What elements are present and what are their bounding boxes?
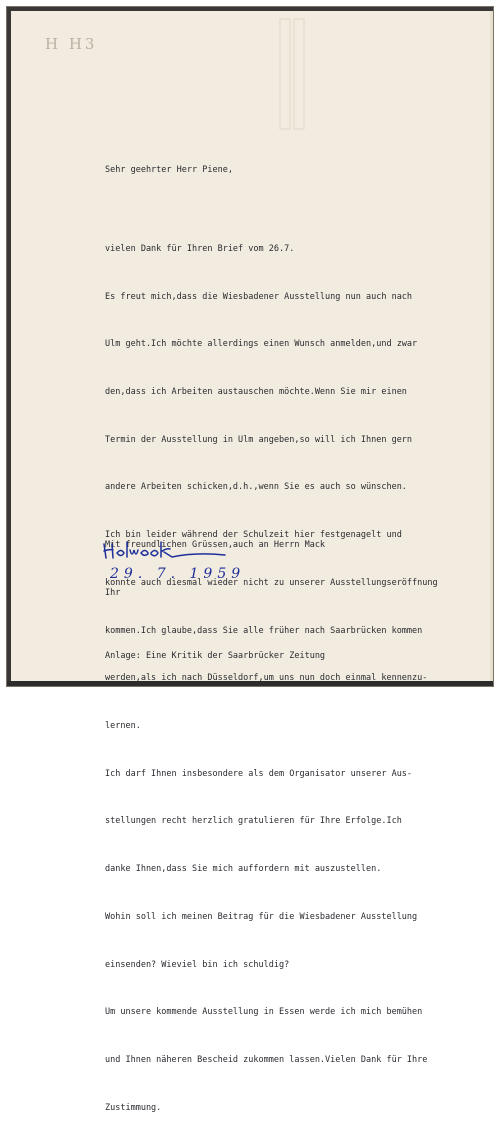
body-line: Zustimmung. xyxy=(105,1102,162,1113)
body-line: Ich bin leider während der Schulzeit hier festgenagelt und xyxy=(105,530,402,541)
body-line: Um unsere kommende Ausstellung in Essen werde ich mich bemühen xyxy=(105,1007,423,1018)
body-line: werden,als ich nach Düsseldorf,um uns nun doch einmal kennenzu- xyxy=(105,673,428,684)
body-line: andere Arbeiten schicken,d.h.,wenn Sie es auch so wünschen. xyxy=(105,482,407,493)
body-line: und Ihnen näheren Bescheid zukommen lassen.Vielen Dank für Ihre xyxy=(105,1055,428,1066)
enclosure-note: Anlage: Eine Kritik der Saarbrücker Zeitung xyxy=(105,651,326,661)
body-line: Termin der Ausstellung in Ulm angeben,so will ich Ihnen gern xyxy=(105,434,413,445)
scan-edge-left xyxy=(7,7,11,686)
body-line: danke Ihnen,dass Sie mich auffordern mit auszustellen. xyxy=(105,864,382,875)
scan-edge-top xyxy=(7,7,493,11)
body-line: kommen.Ich glaube,dass Sie alle früher nach Saarbrücken kommen xyxy=(105,625,423,636)
body-line: den,dass ich Arbeiten austauschen möchte.Wenn Sie mir einen xyxy=(105,386,407,397)
salutation: Sehr geehrter Herr Piene, xyxy=(105,165,233,175)
letter-body xyxy=(105,210,438,1133)
closing-line: Mit freundlichen Grüssen,auch an Herrn Mack xyxy=(105,539,326,550)
handwritten-signature xyxy=(100,538,230,564)
body-line: vielen Dank für Ihren Brief vom 26.7. xyxy=(105,243,295,254)
body-line: Wohin soll ich meinen Beitrag für die Wiesbadener Ausstellung xyxy=(105,911,418,922)
handwritten-date: 29. 7. 1959 xyxy=(110,566,246,582)
body-line: lernen. xyxy=(105,721,141,731)
body-line: stellungen recht herzlich gratulieren für Ihre Erfolge.Ich xyxy=(105,816,402,827)
pencil-archive-note: H H3 xyxy=(45,35,98,53)
body-line: Ulm geht.Ich möchte allerdings einen Wunsch anmelden,und zwar xyxy=(105,339,418,350)
body-line: konnte auch diesmal wieder nicht zu unserer Ausstellungseröffnung xyxy=(105,577,438,588)
body-line: Es freut mich,dass die Wiesbadener Ausstellung nun auch nach xyxy=(105,291,413,302)
closing-line: Ihr xyxy=(105,587,121,598)
body-line: Ich darf Ihnen insbesondere als dem Organisator unserer Aus- xyxy=(105,768,413,779)
embossed-letterhead-mark xyxy=(262,15,322,135)
body-line: einsenden? Wieviel bin ich schuldig? xyxy=(105,959,290,970)
